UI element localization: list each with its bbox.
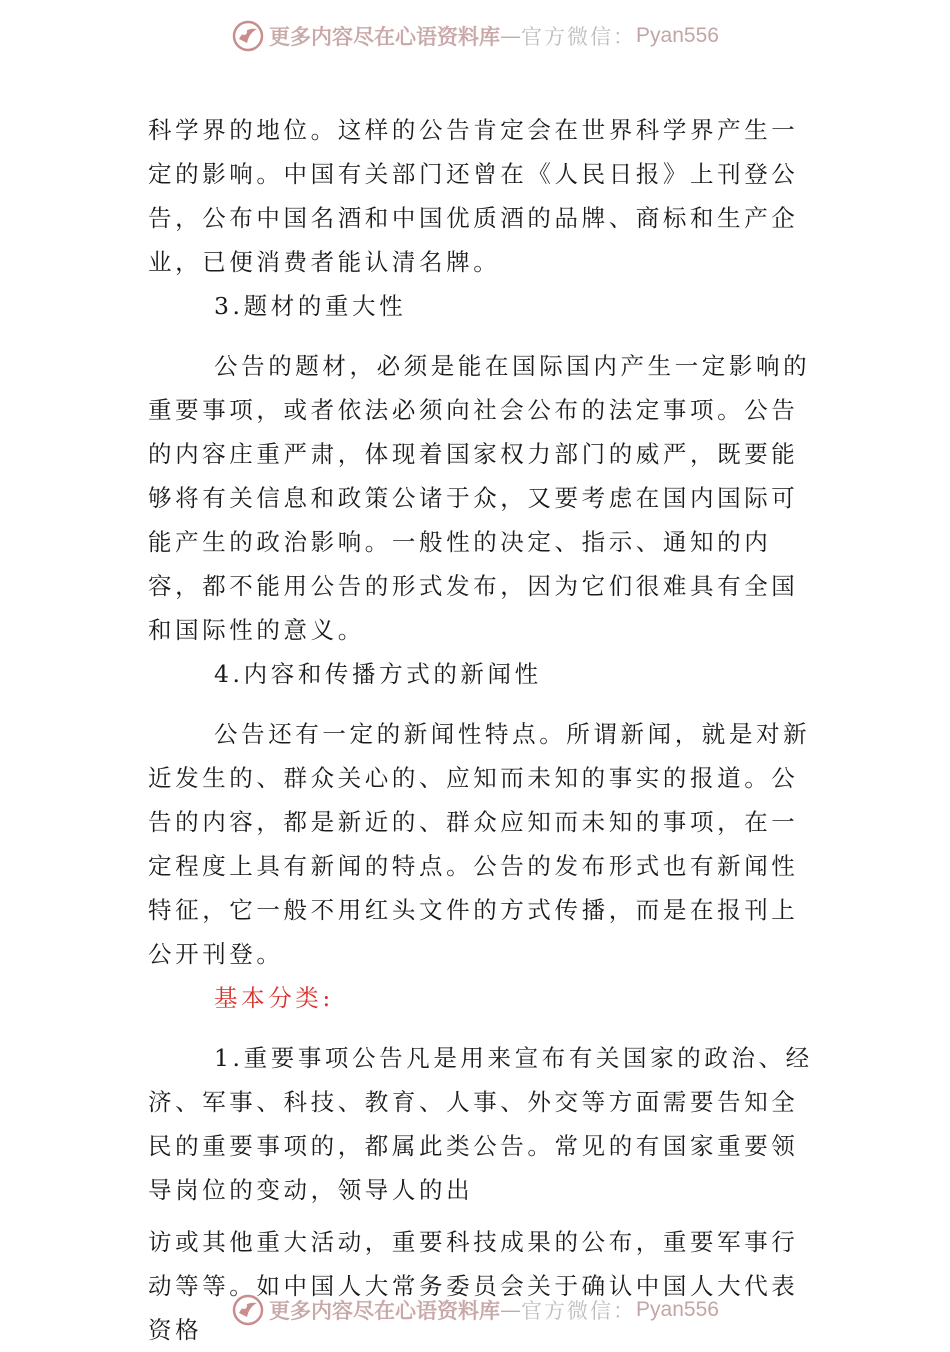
header-wechat-id: Pyan556	[636, 24, 719, 47]
footer-banner	[0, 1290, 950, 1330]
heading-3: 3.题材的重大性	[214, 292, 407, 320]
paragraph-4: 1.重要事项公告凡是用来宣布有关国家的政治、经济、军事、科技、教育、人事、外交等方面需要告知全民的重要事项的，都属此类公告。常见的有国家重要领导岗位的变动，领导人的出	[148, 1044, 813, 1204]
logo-icon	[231, 1293, 265, 1327]
footer-wechat-id: Pyan556	[636, 1298, 719, 1321]
header-separator: —	[500, 24, 522, 48]
paragraph-1: 科学界的地位。这样的公告肯定会在世界科学界产生一定的影响。中国有关部门还曾在《人民日报》上刊登公告，公布中国名酒和中国优质酒的品牌、商标和生产企业，已便消费者能认清名牌。	[148, 116, 799, 276]
paragraph-5: 访或其他重大活动，重要科技成果的公布，重要军事行动等等。如中国人大常务委员会关于确认中国人大代表资格	[148, 1228, 799, 1344]
paragraph-3: 公告还有一定的新闻性特点。所谓新闻，就是对新近发生的、群众关心的、应知而未知的事实的报道。公告的内容，都是新近的、群众应知而未知的事项，在一定程度上具有新闻的特点。公告的发布形式也有新闻性特征，它一般不用红头文件的方式传播，而是在报刊上公开刊登。	[148, 720, 811, 968]
footer-separator: —	[500, 1298, 522, 1322]
heading-4: 4.内容和传播方式的新闻性	[214, 660, 542, 688]
footer-wechat-label: 官方微信：	[521, 1299, 637, 1323]
header-wechat-label: 官方微信：	[521, 25, 637, 49]
header-site-name: 更多内容尽在心语资料库	[269, 24, 501, 49]
logo-icon	[231, 19, 265, 53]
paragraph-2: 公告的题材，必须是能在国际国内产生一定影响的重要事项，或者依法必须向社会公布的法定事项。公告的内容庄重严肃，体现着国家权力部门的威严，既要能够将有关信息和政策公诸于众，又要考虑在国内国际可能产生的政治影响。一般性的决定、指示、通知的内容，都不能用公告的形式发布，因为它们很难具有全国和国际性的意义。	[148, 352, 811, 644]
header-banner	[0, 16, 950, 56]
section-title: 基本分类:	[214, 984, 334, 1012]
document-body	[148, 108, 818, 1352]
footer-site-name: 更多内容尽在心语资料库	[269, 1298, 501, 1323]
